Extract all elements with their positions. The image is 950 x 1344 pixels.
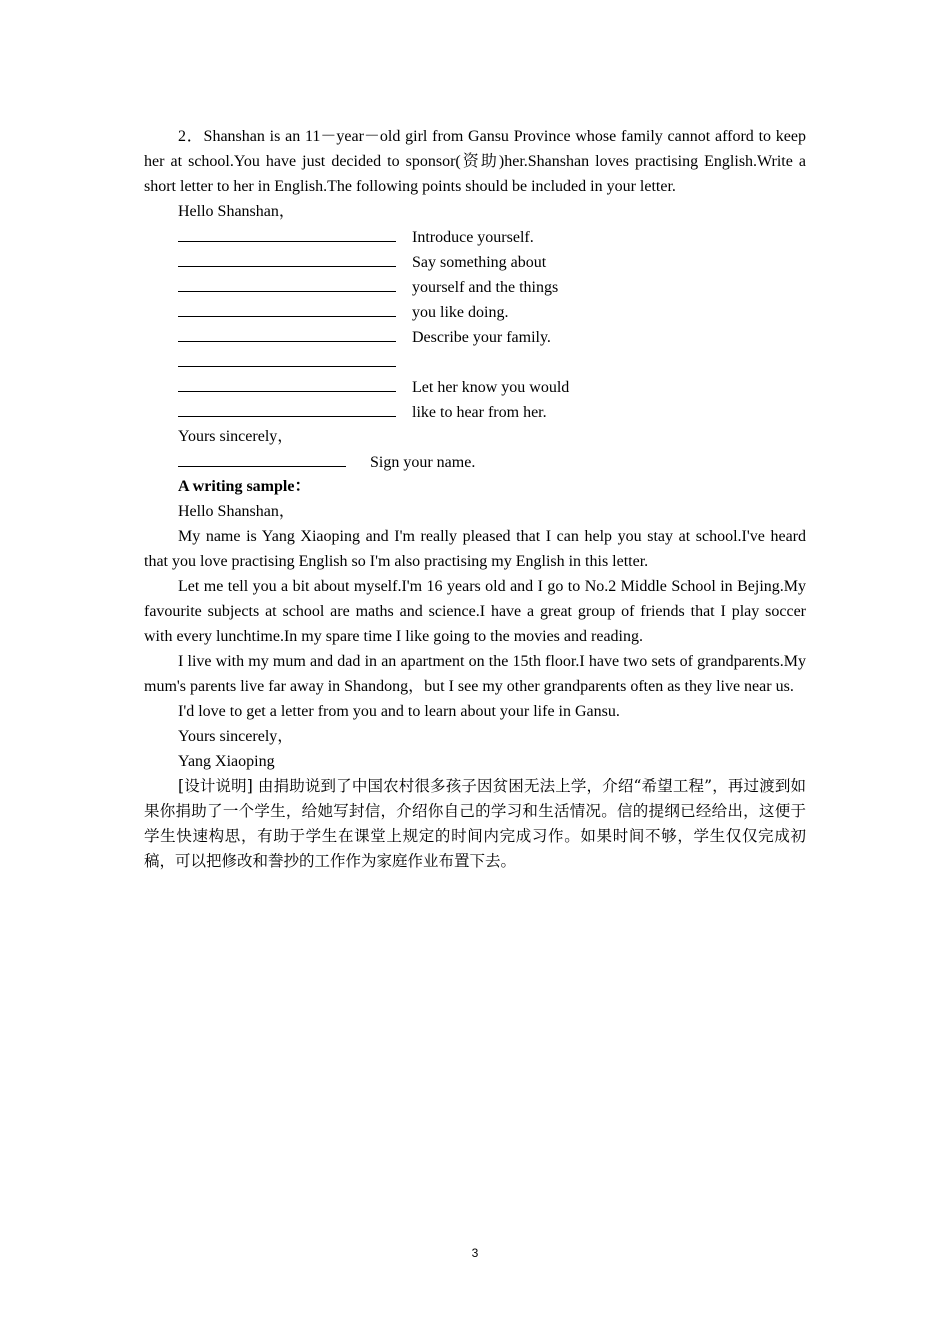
sample-paragraph: Let me tell you a bit about myself.I'm 16 years old and I go to No.2 Middle School in Bejing.My favourite subjects at school are maths and science.I have a great group of friends that I play soccer with every lunchtime.In my spare time I like going to the movies and reading. — [144, 578, 806, 645]
signature-line — [144, 449, 806, 474]
blank-line — [178, 224, 396, 242]
outline-row — [178, 299, 806, 324]
blank-line — [178, 324, 396, 342]
outline-row — [178, 274, 806, 299]
outline-row — [178, 249, 806, 274]
sample-paragraph: My name is Yang Xiaoping and I'm really pleased that I can help you stay at school.I've heard that you love practising English so I'm also practising my English in this letter. — [144, 528, 806, 570]
task-closing: Yours sincerely， — [178, 428, 294, 445]
outline-lines — [144, 224, 806, 424]
sample-signature: Yang Xiaoping — [178, 753, 275, 770]
task-greeting: Hello Shanshan， — [178, 203, 295, 220]
outline-hint: Introduce yourself. — [412, 229, 534, 246]
outline-hint: yourself and the things — [412, 279, 559, 296]
outline-row — [178, 324, 806, 349]
blank-line — [178, 374, 396, 392]
design-note: [设计说明] 由捐助说到了中国农村很多孩子因贫困无法上学，介绍“希望工程”，再过渡到如果你捐助了一个学生，给她写封信，介绍你自己的学习和生活情况。信的提纲已经给出，这便于学生快速构思，有助于学生在课堂上规定的时间内完成习作。如果时间不够，学生仅仅完成初稿，可以把修改和誊抄的工作作为家庭作业布置下去。 — [144, 777, 806, 870]
blank-line — [178, 249, 396, 267]
document-body — [144, 124, 806, 874]
sample-paragraph: I live with my mum and dad in an apartment on the 15th floor.I have two sets of grandparents.My mum's parents live far away in Shandong，but I see my other grandparents often as they live near us. — [144, 653, 806, 695]
outline-hint: Let her know you would — [412, 379, 570, 396]
outline-hint: you like doing. — [412, 304, 509, 321]
outline-row — [178, 224, 806, 249]
page-number: 3 — [471, 1246, 479, 1260]
task-paragraph: 2．Shanshan is an 11－year－old girl from Gansu Province whose family cannot afford to keep her at school.You have just decided to sponsor(资助)her.Shanshan loves practising English.Write a short letter to her in English.The following points should be included in your letter. — [144, 128, 806, 195]
outline-hint: Say something about — [412, 254, 547, 271]
blank-line — [178, 399, 396, 417]
blank-line — [178, 349, 396, 367]
outline-hint: like to hear from her. — [412, 404, 547, 421]
outline-row — [178, 374, 806, 399]
outline-row — [178, 399, 806, 424]
sign-hint: Sign your name. — [370, 454, 476, 471]
sample-paragraph: I'd love to get a letter from you and to learn about your life in Gansu. — [178, 703, 620, 720]
sample-heading: A writing sample： — [178, 478, 311, 495]
outline-row — [178, 349, 806, 374]
outline-hint: Describe your family. — [412, 329, 551, 346]
sample-greeting: Hello Shanshan， — [178, 503, 295, 520]
sample-closing: Yours sincerely， — [178, 728, 294, 745]
blank-line — [178, 274, 396, 292]
blank-line — [178, 299, 396, 317]
blank-line — [178, 449, 346, 467]
